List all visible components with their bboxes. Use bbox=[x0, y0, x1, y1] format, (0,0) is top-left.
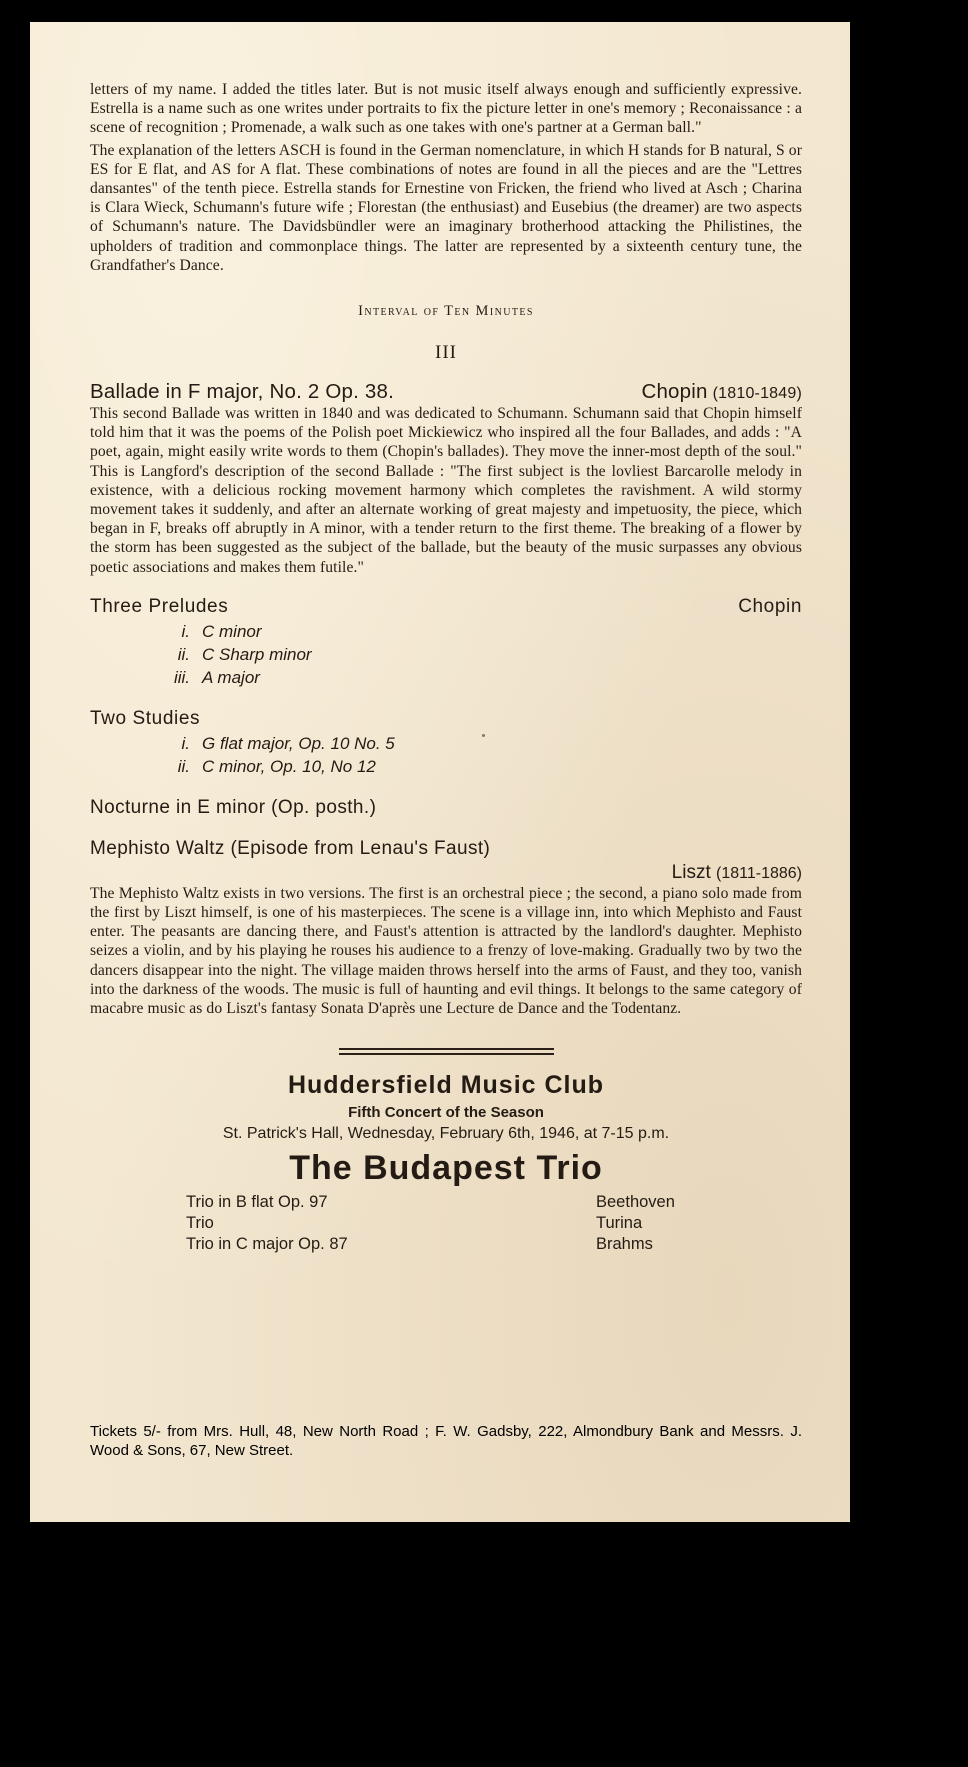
programme-row bbox=[186, 1234, 706, 1255]
work-heading-nocturne: Nocturne in E minor (Op. posth.) bbox=[90, 796, 377, 818]
item-label: C Sharp minor bbox=[202, 644, 312, 664]
paragraph-letters: letters of my name. I added the titles later. But is not music itself always enough and sufficiently expressive. Estrella is a name such as one writes under portraits to fix the picture letter in one's memory ; Reconaissance : a scene of recognition ; Promenade, a walk such as one takes with one's partner at a German ball." bbox=[90, 81, 802, 137]
programme-page bbox=[30, 22, 850, 1522]
composer-dates: (1811-1886) bbox=[716, 864, 802, 882]
composer-name: Liszt bbox=[671, 861, 711, 883]
item-numeral: ii. bbox=[177, 644, 190, 664]
divider-line-top bbox=[339, 1048, 554, 1050]
preludes-composer: Chopin bbox=[738, 595, 802, 617]
item-label: C minor, Op. 10, No 12 bbox=[202, 756, 376, 776]
programme-work: Trio bbox=[186, 1214, 214, 1233]
list-item bbox=[154, 643, 802, 666]
list-item bbox=[154, 732, 802, 755]
divider-rules bbox=[339, 1048, 554, 1055]
programme-row bbox=[186, 1213, 706, 1234]
item-numeral: iii. bbox=[173, 667, 190, 687]
list-item bbox=[154, 666, 802, 689]
advert-subtitle: Fifth Concert of the Season bbox=[348, 1104, 544, 1122]
page-content bbox=[90, 80, 802, 1255]
studies-list bbox=[90, 732, 802, 778]
list-item bbox=[154, 755, 802, 778]
programme-composer: Brahms bbox=[596, 1235, 653, 1254]
programme-work: Trio in C major Op. 87 bbox=[186, 1235, 348, 1254]
divider-line-bottom bbox=[339, 1053, 554, 1055]
work-heading-mephisto: Mephisto Waltz (Episode from Lenau's Faust) bbox=[90, 837, 491, 859]
item-numeral: i. bbox=[181, 733, 190, 753]
mephisto-composer bbox=[90, 862, 802, 884]
preludes-title: Three Preludes bbox=[90, 595, 229, 617]
composer-dates: (1810-1849) bbox=[712, 385, 802, 403]
advert-programme bbox=[186, 1192, 706, 1255]
programme-composer: Turina bbox=[596, 1214, 643, 1233]
studies-title: Two Studies bbox=[90, 707, 201, 729]
list-item bbox=[154, 620, 802, 643]
paragraph-asch: The explanation of the letters ASCH is found in the German nomenclature, in which H stands for B natural, S or ES for E flat, and AS for A flat. These combinations of notes are found in all the pieces and are the "Lettres dansantes" of the tenth piece. Estrella stands for Ernestine von Fricken, the friend who lived at Asch ; Charina is Clara Wieck, Schumann's future wife ; Florestan (the enthusiast) and Eusebius (the dreamer) are two aspects of Schumann's nature. The Davidsbündler were an imaginary brotherhood attacking the Philistines, the upholders of tradition and commonplace things. The latter are represented by a sixteenth century tune, the Grandfather's Dance. bbox=[90, 141, 802, 274]
advert-club-name: Huddersfield Music Club bbox=[287, 1071, 605, 1100]
interval-heading: Interval of Ten Minutes bbox=[358, 303, 534, 320]
note-mephisto: The Mephisto Waltz exists in two versions. The first is an orchestral piece ; the second, a piano solo made from the first by Liszt himself, is one of his masterpieces. The scene is a village inn, into which Mephisto and Faust enter. The peasants are dancing there, and Faust's attention is attracted by the landlord's daughter. Mephisto seizes a violin, and by his playing he rouses his audience to a frenzy of love-making. Gradually two by two the dancers disappear into the night. The village maiden throws herself into the arms of Faust, and they too, vanish into the darkness of the woods. The music is full of haunting and evil things. It belongs to the same category of macabre music as do Liszt's fantasy Sonata D'après une Lecture de Dance and the Todentanz. bbox=[90, 884, 802, 1018]
programme-work: Trio in B flat Op. 97 bbox=[186, 1193, 328, 1212]
work-title: Ballade in F major, No. 2 Op. 38. bbox=[90, 380, 395, 404]
work-heading-ballade bbox=[90, 380, 802, 404]
part-numeral: III bbox=[435, 342, 457, 364]
programme-composer: Beethoven bbox=[596, 1193, 675, 1212]
preludes-list bbox=[90, 620, 802, 689]
item-numeral: i. bbox=[181, 621, 190, 641]
tickets-note: Tickets 5/- from Mrs. Hull, 48, New North Road ; F. W. Gadsby, 222, Almondbury Bank and Messrs. J. Wood & Sons, 67, New Street. bbox=[90, 1423, 802, 1459]
note-ballade: This second Ballade was written in 1840 and was dedicated to Schumann. Schumann said that Chopin himself told him that it was the poems of the Polish poet Mickiewicz who inspired all the four Ballades, and adds : "A poet, again, might easily write words to them (Chopin's ballades). They move the inner-most depth of the soul." This is Langford's description of the second Ballade : "The first subject is the lovliest Barcarolle melody in existence, with a delicious rocking movement harmony which completes the ravishment. A wild stormy movement takes it suddenly, and after an alternate working of great majesty and impetuosity, the piece, which began in F, breaks off abruptly in A minor, with a tender return to the first theme. The breaking of a flower by the storm has been suggested as the subject of the ballade, but the beauty of the music surpasses any obvious poetic associations and makes them futile." bbox=[90, 405, 802, 576]
advert-ensemble: The Budapest Trio bbox=[289, 1149, 603, 1188]
work-heading-studies bbox=[90, 708, 802, 730]
item-label: G flat major, Op. 10 No. 5 bbox=[202, 733, 395, 753]
composer-name: Chopin bbox=[641, 380, 708, 404]
work-heading-preludes bbox=[90, 596, 802, 618]
page-speck bbox=[482, 734, 485, 737]
item-label: C minor bbox=[202, 621, 262, 641]
item-label: A major bbox=[202, 667, 260, 687]
work-composer bbox=[641, 380, 802, 404]
item-numeral: ii. bbox=[177, 756, 190, 776]
programme-row bbox=[186, 1192, 706, 1213]
advert-venue: St. Patrick's Hall, Wednesday, February 6th, 1946, at 7-15 p.m. bbox=[222, 1125, 670, 1143]
